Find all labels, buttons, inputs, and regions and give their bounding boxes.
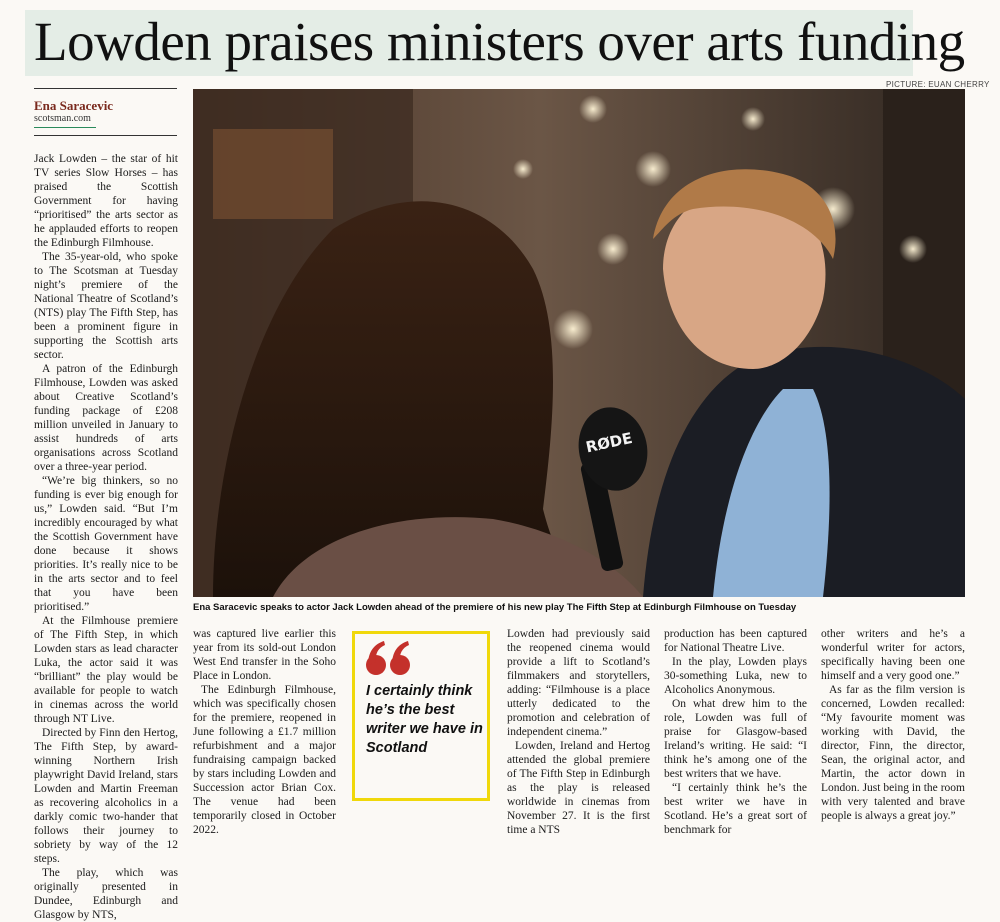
site-underline <box>34 127 96 128</box>
pull-quote-box <box>352 631 490 801</box>
photo-credit: PICTURE: EUAN CHERRY <box>886 80 990 89</box>
paragraph: Directed by Finn den Hertog, The Fifth Step, by award-winning Northern Irish playwright David Ireland, stars Lowden and Martin Freeman as recovering alcoholics in a darkly comic two-hander that follows their journey to sobriety by way of the 12 steps. <box>34 727 178 865</box>
paragraph: The play, which was originally presented in Dundee, Edinburgh and Glasgow by NTS, <box>34 867 178 921</box>
paragraph: In the play, Lowden plays 30-something Luka, new to Alcoholics Anonymous. <box>664 656 807 696</box>
article-photo <box>193 89 965 597</box>
byline-rule-top <box>34 88 177 89</box>
paragraph: On what drew him to the role, Lowden was full of praise for Glasgow-based Ireland’s writing. He said: “I think he’s among one of the best writers that we have. <box>664 698 807 780</box>
byline-rule-bottom <box>34 135 177 136</box>
paragraph: The Edinburgh Filmhouse, which was specifically chosen for the premiere, reopened in June following a £1.7 million refurbishment and a major fundraising campaign backed by stars including Lowden and Succession actor Brian Cox. The venue had been temporarily closed in October 2022. <box>193 684 336 836</box>
byline-name: Ena Saracevic <box>34 98 114 113</box>
paragraph: “I certainly think he’s the best writer we have in Scotland. He’s a great sort of benchmark for <box>664 782 807 836</box>
paragraph: Jack Lowden – the star of hit TV series Slow Horses – has praised the Scottish Government for having “prioritised” the arts sector as he applauded efforts to reopen the Edinburgh Filmhouse. <box>34 153 178 249</box>
paragraph: production has been captured for National Theatre Live. <box>664 628 807 654</box>
paragraph: “We’re big thinkers, so no funding is ever big enough for us,” Lowden said. “But I’m incredibly encouraged by what the Scottish Government have done because it shows priorities. It’s really nice to be in the arts sector and to feel that you have been prioritised.” <box>34 475 178 613</box>
article-column-4 <box>664 627 807 837</box>
paragraph: As far as the film version is concerned, Lowden recalled: “My favourite moment was working with David, the director, Finn, the director, Sean, the original actor, and Martin, the actor down in London. Just being in the room with very talented and brave people is always a great joy.” <box>821 684 965 822</box>
mic-label: RØDE <box>584 428 634 457</box>
pull-quote-text: I certainly think he’s the best writer we have in Scotland <box>366 683 483 756</box>
paragraph: Lowden, Ireland and Hertog attended the global premiere of The Fifth Step in Edinburgh as the play is released worldwide in cinemas from November 27. It is the first time a NTS <box>507 740 650 836</box>
headline: Lowden praises ministers over arts funding <box>34 11 965 72</box>
article-column-3 <box>507 627 650 837</box>
paragraph: A patron of the Edinburgh Filmhouse, Lowden was asked about Creative Scotland’s funding package of £208 million unveiled in January to assist hundreds of arts organisations across Scotland over a three-year period. <box>34 363 178 473</box>
quote-mark-icon <box>365 638 415 680</box>
paragraph: Lowden had previously said the reopened cinema would provide a lift to Scotland’s filmmakers and storytellers, adding: “Filmhouse is a place utterly dedicated to the promotion and celebration of independent cinema.” <box>507 628 650 738</box>
byline-site: scotsman.com <box>34 113 91 124</box>
paragraph: The 35-year-old, who spoke to The Scotsman at Tuesday night’s premiere of the National Theatre of Scotland’s (NTS) play The Fifth Step, has been a prominent figure in supporting the Scottish arts sector. <box>34 251 178 361</box>
photo-illustration <box>193 89 965 597</box>
paragraph: was captured live earlier this year from its sold-out London West End transfer in the Soho Place in London. <box>193 628 336 682</box>
article-column-1 <box>34 152 178 922</box>
article-column-5 <box>821 627 965 823</box>
paragraph: other writers and he’s a wonderful writer for actors, specifically having been one himself and a very good one.” <box>821 628 965 682</box>
article-column-2 <box>193 627 336 837</box>
paragraph: At the Filmhouse premiere of The Fifth Step, in which Lowden stars as lead character Luka, the actor said it was “brilliant” the play would be available for people to watch in cinemas across the world through NT Live. <box>34 615 178 725</box>
photo-caption: Ena Saracevic speaks to actor Jack Lowden ahead of the premiere of his new play The Fifth Step at Edinburgh Filmhouse on Tuesday <box>193 602 797 613</box>
